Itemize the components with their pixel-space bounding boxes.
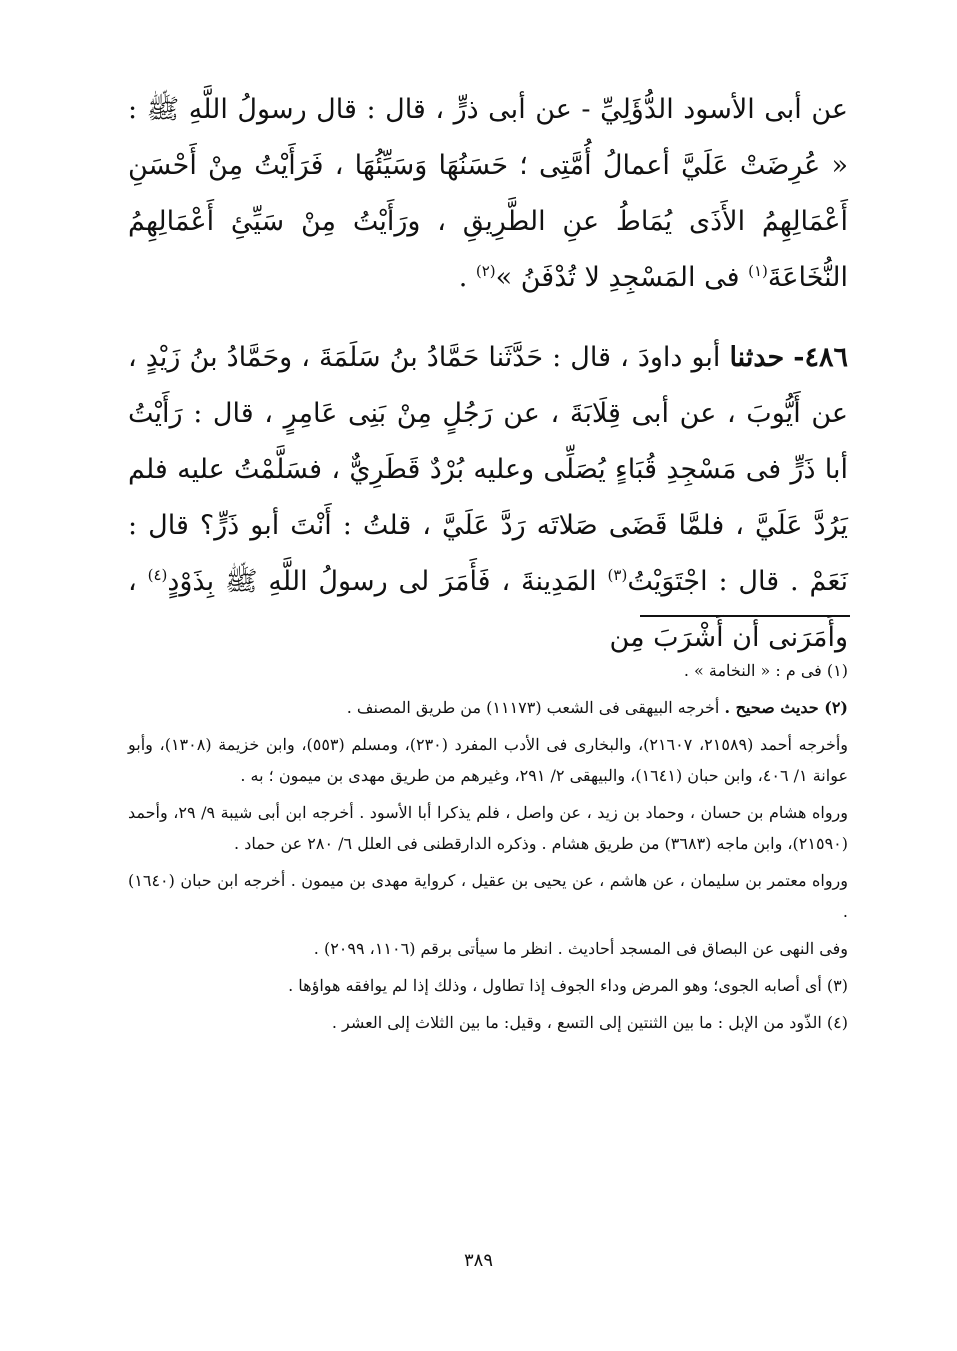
footnotes bbox=[128, 655, 848, 1044]
footnote-ref-2: (٢) bbox=[475, 262, 496, 280]
paragraph-hadith-485-end bbox=[128, 82, 848, 306]
footnote-2-paragraph: ورواه معتمر بن سليمان ، عن هاشم ، عن يحيى بن عقيل ، كرواية مهدى بن ميمون . أخرجه ابن حبان (١٦٤٠) . bbox=[128, 871, 848, 921]
footnote-2 bbox=[128, 692, 848, 723]
footnote-2-paragraph: وأخرجه أحمد (٢١٥٨٩، ٢١٦٠٧)، والبخارى فى الأدب المفرد (٢٣٠)، ومسلم (٥٥٣)، وابن خزيمة (١٣٠٨)، وأبو عوانة ١/ ٤٠٦، وابن حبان (١٦٤١)، والبيهقى ٢/ ٢٩١، وغيرهم من طريق مهدى بن ميمون ؛ به . bbox=[128, 735, 849, 785]
footnote-3: (٣) أى أصابه الجوى؛ وهو المرض وداء الجوف إذا تطاول ، وذلك إذا لم يوافقه هواؤها . bbox=[288, 976, 848, 995]
main-text bbox=[128, 82, 848, 666]
hadith-text: أبو داودَ ، قال : حَدَّثَنا حَمَّادُ بنُ سَلَمَةَ ، وحَمَّادُ بنُ زَيْدٍ ، عن أَيُّوبَ ، عن أبى قِلَابَةَ ، عن رَجُلٍ مِنْ بَنِى عَامِرٍ ، قال : رَأَيْتُ أبا ذَرٍّ فى مَسْجِدِ قُبَاءٍ يُصَلِّى وعليه بُرْدٌ قَطَرِيٌّ ، فسَلَّمْتُ عليه فلم يَرُدَّ عَلَيَّ ، فلمَّا قَضَى صَلاتَه رَدَّ عَلَيَّ ، قلتُ : أَنْتَ أبو ذَرٍّ؟ قال : نَعَمْ . قال : اجْتَوَيْتُ bbox=[128, 342, 848, 597]
footnote-1: (١) فى م : « النخامة » . bbox=[683, 661, 848, 680]
main-line: الأَذَى يُمَاطُ عنِ الطَّرِيقِ ، ورَأَيْتُ مِنْ سَيِّئِ أَعْمَالِهِمُ النُّخَاعَةَ bbox=[128, 206, 848, 293]
hadith-lead: حدثنا bbox=[729, 342, 785, 373]
hadith-text: ، وأَمَرَنى أن أَشْرَبَ مِن bbox=[128, 566, 848, 653]
footnote-separator bbox=[640, 615, 850, 617]
page-number: ٣٨٩ bbox=[463, 1250, 493, 1271]
footnote-2-paragraph: ورواه هشام بن حسان ، وحماد بن زيد ، عن واصل ، فلم يذكرا أبا الأسود . أخرجه ابن أبى شيبة ٩/ ٢٩، وأحمد (٢١٥٩٠)، وابن ماجه (٣٦٨٣) من طريق هشام . وذكره الدارقطنى فى العلل ٦/ ٢٨٠ عن حماد . bbox=[128, 803, 848, 853]
footnote-2-text: أخرجه البيهقى فى الشعب (١١١٧٣) من طريق المصنف . bbox=[346, 698, 720, 717]
footnote-2-paragraph: وفى النهى عن البصاق فى المسجد أحاديث . انظر ما سيأتى برقم (١١٠٦، ٢٠٩٩) . bbox=[313, 939, 848, 958]
footnote-ref-3: (٣) bbox=[607, 566, 628, 584]
main-line: عن أبى الأسود الدُّؤَلِيِّ - عن أبى ذرٍّ ، قال : قال رسولُ اللَّهِ ﷺ : bbox=[128, 94, 848, 125]
footnote-ref-4: (٤) bbox=[147, 566, 168, 584]
footnote-4: (٤) الذّود من الإبل : ما بين الثنتين إلى التسع ، وقيل: ما بين الثلاث إلى العشر . bbox=[331, 1013, 848, 1032]
main-line: « عُرِضَتْ عَلَيَّ أعمالُ أُمَّتِى ؛ حَسَنُهَا وَسَيِّئُهَا ، فَرَأَيْتُ مِنْ أَحْسَنِ أَعْمَالِهِمُ bbox=[128, 150, 848, 237]
main-line: . bbox=[458, 262, 468, 293]
hadith-number: ٤٨٦- bbox=[793, 342, 848, 373]
footnote-ref-1: (١) bbox=[748, 262, 768, 280]
footnote-2-label: (٢) حديث صحيح . bbox=[724, 698, 848, 717]
main-line: فى المَسْجِدِ لا bbox=[584, 262, 740, 293]
hadith-text: المَدِينةَ ، فَأَمَرَ لى رسولُ اللَّهِ ﷺ بِذَوْدٍ bbox=[167, 566, 597, 597]
main-line: تُدْفَنُ » bbox=[495, 262, 576, 293]
